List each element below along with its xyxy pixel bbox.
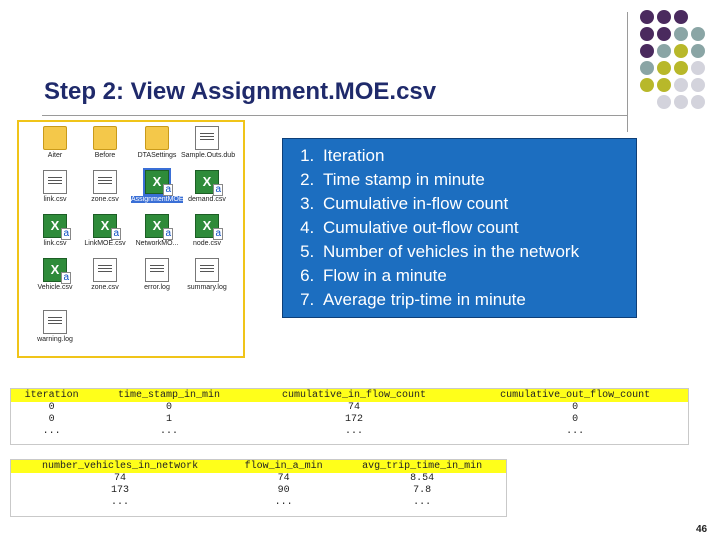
file-name: Sample.Outs.dub <box>181 152 236 159</box>
table-header-row <box>11 389 688 402</box>
table-cell: 74 <box>114 473 127 484</box>
table-cell: 172 <box>344 414 363 425</box>
decor-dot <box>640 44 654 58</box>
file-item[interactable] <box>79 258 131 291</box>
column-description-item: 2. Time stamp in minute <box>319 168 636 192</box>
column-header: cumulative_in_flow_count <box>246 389 463 402</box>
column-header: avg_trip_time_in_min <box>338 460 506 473</box>
table-cell: ... <box>111 497 130 508</box>
doc-icon <box>93 170 117 194</box>
file-name: zone.csv <box>91 196 119 203</box>
file-name: NetworkMO... <box>135 240 179 247</box>
table-row <box>11 414 688 426</box>
file-item[interactable] <box>181 170 233 203</box>
decor-dot <box>657 10 671 24</box>
file-name: LinkMOE.csv <box>84 240 126 247</box>
decor-dot <box>657 27 671 41</box>
table-cell: 7.8 <box>413 485 432 496</box>
file-item[interactable] <box>79 214 131 247</box>
file-name: Before <box>94 152 116 159</box>
column-header: number_vehicles_in_network <box>11 460 229 473</box>
column-header: iteration <box>11 389 92 402</box>
csv-preview-table-1 <box>10 388 689 445</box>
decor-dot <box>674 27 688 41</box>
file-name: summary.log <box>187 284 227 291</box>
file-name: demand.csv <box>188 196 226 203</box>
doc-icon <box>93 258 117 282</box>
table-row <box>11 497 506 509</box>
table-cell: 74 <box>347 402 360 413</box>
column-description-box <box>282 138 637 318</box>
page-title: Step 2: View Assignment.MOE.csv <box>44 78 437 105</box>
table-row <box>11 402 688 414</box>
column-description-item: 3. Cumulative in-flow count <box>319 192 636 216</box>
file-item[interactable] <box>29 170 81 203</box>
table-cell: 1 <box>165 414 172 425</box>
page-number: 46 <box>696 524 708 535</box>
file-name: error.log <box>144 284 170 291</box>
decor-dot <box>674 44 688 58</box>
table-cell: ... <box>413 497 432 508</box>
table-cell: 8.54 <box>410 473 435 484</box>
csv-preview-table-2 <box>10 459 507 517</box>
file-item[interactable] <box>79 170 131 203</box>
decor-vertical-line <box>627 12 628 132</box>
decor-dot <box>657 78 671 92</box>
file-item[interactable] <box>79 126 131 159</box>
excel-icon: X a <box>43 214 67 238</box>
column-header: cumulative_out_flow_count <box>462 389 688 402</box>
column-description-item: 7. Average trip-time in minute <box>319 288 636 312</box>
decor-dot <box>691 95 705 109</box>
file-name: node.csv <box>192 240 222 247</box>
decor-dot <box>657 95 671 109</box>
doc-icon <box>195 126 219 150</box>
table-cell: 0 <box>48 414 55 425</box>
decor-dot <box>674 10 688 24</box>
table-header-row <box>11 460 506 473</box>
decor-dot <box>674 78 688 92</box>
title-underline <box>42 115 628 116</box>
table-cell: 173 <box>111 485 130 496</box>
table-cell: ... <box>274 497 293 508</box>
file-name: DTASettings <box>137 152 177 159</box>
table-cell: ... <box>159 426 178 437</box>
decor-dot-grid <box>640 10 720 120</box>
file-explorer-window <box>17 120 245 358</box>
excel-icon: X a <box>43 258 67 282</box>
decor-dot <box>691 61 705 75</box>
decor-dot <box>691 44 705 58</box>
table-row <box>11 485 506 497</box>
file-name: Aiter <box>47 152 63 159</box>
file-item[interactable] <box>131 170 196 203</box>
file-name: link.csv <box>43 240 67 247</box>
folder-icon <box>93 126 117 150</box>
decor-dot <box>640 61 654 75</box>
table-cell: ... <box>42 426 61 437</box>
column-description-item: 4. Cumulative out-flow count <box>319 216 636 240</box>
column-description-list <box>289 144 636 312</box>
column-description-item: 6. Flow in a minute <box>319 264 636 288</box>
table-row <box>11 473 506 485</box>
file-name: AssignmentMOE.csv <box>131 196 196 203</box>
excel-icon: X a <box>195 214 219 238</box>
column-header: flow_in_a_min <box>229 460 338 473</box>
file-item[interactable] <box>29 258 81 291</box>
file-item[interactable] <box>131 214 183 247</box>
table-cell: 0 <box>165 402 172 413</box>
excel-icon: X a <box>145 170 169 194</box>
doc-icon <box>43 310 67 334</box>
doc-icon <box>145 258 169 282</box>
table-cell: 74 <box>277 473 290 484</box>
decor-dot <box>674 95 688 109</box>
table-cell: 0 <box>572 402 579 413</box>
file-item[interactable] <box>181 258 233 291</box>
decor-dot <box>674 61 688 75</box>
doc-icon <box>195 258 219 282</box>
file-item[interactable] <box>181 126 236 159</box>
doc-icon <box>43 170 67 194</box>
file-item[interactable] <box>181 214 233 247</box>
table-cell: ... <box>344 426 363 437</box>
table-cell: 0 <box>48 402 55 413</box>
decor-dot <box>657 44 671 58</box>
column-header: time_stamp_in_min <box>92 389 245 402</box>
column-description-item: 1. Iteration <box>319 144 636 168</box>
file-item[interactable] <box>131 126 183 159</box>
file-name: zone.csv <box>91 284 119 291</box>
file-item[interactable] <box>29 214 81 247</box>
decor-dot <box>640 10 654 24</box>
excel-icon: X a <box>195 170 219 194</box>
file-item[interactable] <box>131 258 183 291</box>
table-cell: ... <box>566 426 585 437</box>
table-cell: 90 <box>277 485 290 496</box>
folder-icon <box>43 126 67 150</box>
file-item[interactable] <box>29 126 81 159</box>
file-name: link.csv <box>43 196 67 203</box>
decor-dot <box>640 78 654 92</box>
decor-dot <box>691 27 705 41</box>
folder-icon <box>145 126 169 150</box>
decor-dot <box>640 27 654 41</box>
table-cell: 0 <box>572 414 579 425</box>
decor-dot <box>691 78 705 92</box>
table-row <box>11 426 688 438</box>
column-description-item: 5. Number of vehicles in the network <box>319 240 636 264</box>
decor-dot <box>657 61 671 75</box>
file-name: Vehicle.csv <box>37 284 73 291</box>
excel-icon: X a <box>93 214 117 238</box>
file-item[interactable] <box>29 310 81 343</box>
file-name: warning.log <box>37 336 73 343</box>
excel-icon: X a <box>145 214 169 238</box>
